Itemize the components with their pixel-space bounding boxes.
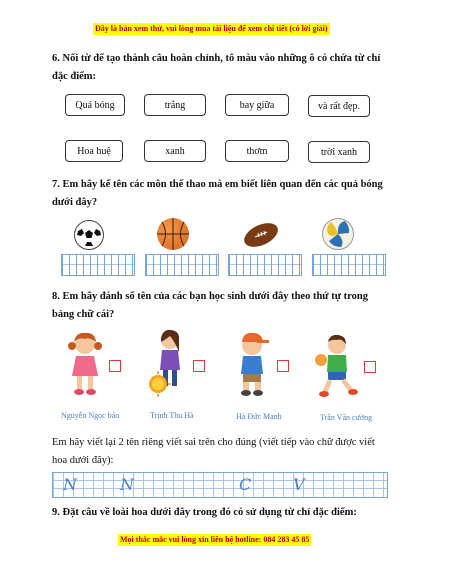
cursive-letter: N	[63, 475, 77, 494]
cursive-letter: C	[239, 475, 252, 494]
volleyball-icon	[322, 218, 354, 250]
number-box[interactable]	[193, 360, 205, 372]
bottom-banner: Mọi thắc mắc vui lòng xin liên hệ hotline: 084 283 45 85	[120, 535, 310, 544]
question-8-title: 8. Em hãy đánh số tên của các bạn học sinh dưới đây theo thứ tự trong bảng chữ cái?	[52, 291, 368, 320]
question-7-title: 7. Em hãy kể tên các môn thể thao mà em biết liên quan đến các quả bóng dưới đây?	[52, 179, 383, 208]
girl-with-sun-illustration	[148, 328, 188, 398]
running-boy-illustration	[313, 332, 361, 398]
word-box[interactable]: xanh	[144, 140, 206, 162]
word-box[interactable]: Hoa huệ	[65, 140, 123, 162]
word-box[interactable]: và rất đẹp.	[308, 95, 370, 117]
handwriting-lines[interactable]	[52, 472, 388, 498]
q8-instruction: Em hãy viết lại 2 tên riêng viết sai trên cho đúng (viết tiếp vào chữ được viết hoa dưới đây):	[52, 437, 375, 466]
question-6-title: 6. Nối từ để tạo thành câu hoàn chỉnh, tô màu vào những ô có chứa từ chỉ đặc điểm:	[52, 53, 381, 82]
answer-grid[interactable]	[228, 254, 302, 276]
number-box[interactable]	[277, 360, 289, 372]
number-box[interactable]	[364, 361, 376, 373]
number-box[interactable]	[109, 360, 121, 372]
rugby-ball-icon	[242, 222, 280, 248]
word-box[interactable]: trắng	[144, 94, 206, 116]
top-banner: Đây là bản xem thử, vui lòng mua tài liệu để xem chi tiết (có lời giải)	[95, 24, 328, 33]
kid-name: Trần Văn cường	[320, 413, 373, 422]
kid-name: Hà Đức Mạnh	[236, 412, 282, 421]
word-box[interactable]: Quả bóng	[65, 94, 125, 116]
basketball-icon	[157, 218, 189, 250]
girl-illustration	[64, 330, 106, 396]
answer-grid[interactable]	[61, 254, 135, 276]
boy-with-cap-illustration	[231, 330, 273, 396]
answer-grid[interactable]	[145, 254, 219, 276]
word-box[interactable]: bay giữa	[225, 94, 289, 116]
word-box[interactable]: trời xanh	[308, 141, 370, 163]
cursive-letter: V	[293, 475, 305, 494]
soccer-ball-icon	[74, 220, 104, 250]
kid-name: Nguyễn Ngọc bảo	[61, 411, 120, 420]
answer-grid[interactable]	[312, 254, 386, 276]
question-9-title: 9. Đặt câu về loài hoa dưới đây trong đó có sử dụng từ chỉ đặc điểm:	[52, 507, 357, 518]
cursive-letter: N	[120, 475, 134, 494]
kid-name: Trịnh Thu Hà	[150, 411, 194, 420]
word-box[interactable]: thơm	[225, 140, 289, 162]
